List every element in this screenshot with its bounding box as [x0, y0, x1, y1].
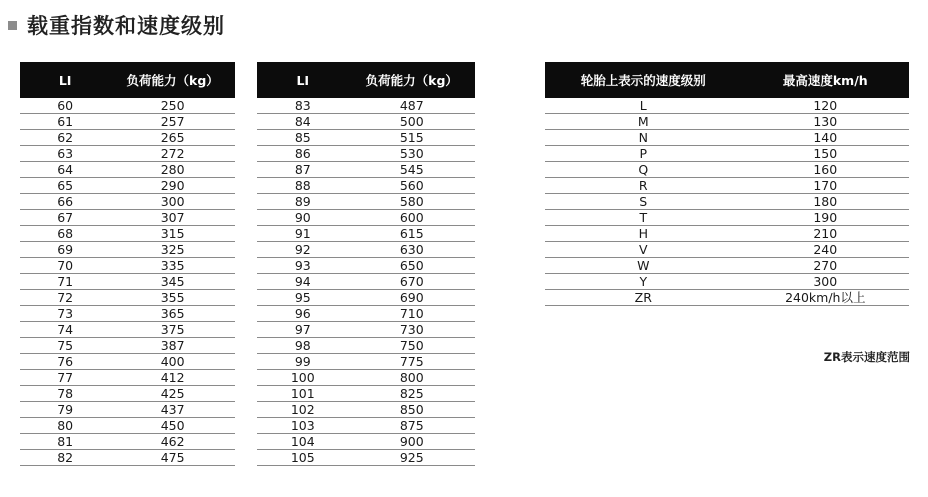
- table-cell: 825: [349, 386, 475, 402]
- table-cell: 475: [110, 450, 235, 466]
- table-cell: 710: [349, 306, 475, 322]
- table-row: [545, 210, 909, 226]
- table-row: [545, 146, 909, 162]
- table-row: [257, 178, 475, 194]
- table-cell: 257: [110, 114, 235, 130]
- table-cell: 265: [110, 130, 235, 146]
- table-row: [20, 210, 235, 226]
- table-cell: 90: [257, 210, 349, 226]
- table-cell: 95: [257, 290, 349, 306]
- table-cell: 69: [20, 242, 110, 258]
- table-cell: 84: [257, 114, 349, 130]
- table-cell: 615: [349, 226, 475, 242]
- table-cell: 515: [349, 130, 475, 146]
- table-row: [257, 242, 475, 258]
- table-cell: 325: [110, 242, 235, 258]
- table-row: [20, 306, 235, 322]
- table-cell: 101: [257, 386, 349, 402]
- table-row: [257, 434, 475, 450]
- table-row: [20, 322, 235, 338]
- table-cell: 85: [257, 130, 349, 146]
- table-cell: 120: [742, 98, 909, 114]
- table-cell: 71: [20, 274, 110, 290]
- table-row: [257, 258, 475, 274]
- table-cell: S: [545, 194, 742, 210]
- table-row: [257, 98, 475, 114]
- table-cell: 103: [257, 418, 349, 434]
- table-row: [545, 290, 909, 306]
- table-cell: L: [545, 98, 742, 114]
- table-cell: 290: [110, 178, 235, 194]
- table-row: [257, 386, 475, 402]
- table-cell: 98: [257, 338, 349, 354]
- table-cell: 190: [742, 210, 909, 226]
- table-cell: 180: [742, 194, 909, 210]
- table-cell: 462: [110, 434, 235, 450]
- table-cell: 400: [110, 354, 235, 370]
- table-cell: 100: [257, 370, 349, 386]
- table-row: [257, 274, 475, 290]
- table-row: [545, 114, 909, 130]
- table-cell: 775: [349, 354, 475, 370]
- table-cell: 425: [110, 386, 235, 402]
- table-cell: V: [545, 242, 742, 258]
- table-row: [20, 178, 235, 194]
- table-cell: 925: [349, 450, 475, 466]
- table-cell: T: [545, 210, 742, 226]
- table-row: [20, 338, 235, 354]
- table-cell: 450: [110, 418, 235, 434]
- table-cell: 170: [742, 178, 909, 194]
- table-cell: 280: [110, 162, 235, 178]
- table-row: [257, 210, 475, 226]
- table-cell: 140: [742, 130, 909, 146]
- table-cell: 62: [20, 130, 110, 146]
- table-cell: 345: [110, 274, 235, 290]
- table-cell: 240km/h以上: [742, 290, 909, 306]
- table-cell: 80: [20, 418, 110, 434]
- table-row: [20, 258, 235, 274]
- table-cell: 87: [257, 162, 349, 178]
- table-cell: M: [545, 114, 742, 130]
- table-cell: 850: [349, 402, 475, 418]
- table-cell: 387: [110, 338, 235, 354]
- table-cell: 530: [349, 146, 475, 162]
- table-row: [20, 370, 235, 386]
- table-cell: 93: [257, 258, 349, 274]
- table-cell: 500: [349, 114, 475, 130]
- column-header-max-speed: 最高速度km/h: [742, 62, 909, 98]
- table-cell: 210: [742, 226, 909, 242]
- table-cell: 82: [20, 450, 110, 466]
- title-bullet-icon: [8, 21, 17, 30]
- table-cell: 650: [349, 258, 475, 274]
- table-cell: 150: [742, 146, 909, 162]
- table-cell: 437: [110, 402, 235, 418]
- table-row: [20, 146, 235, 162]
- table-row: [257, 418, 475, 434]
- table-cell: 92: [257, 242, 349, 258]
- table-cell: 83: [257, 98, 349, 114]
- table-row: [20, 130, 235, 146]
- table-cell: 412: [110, 370, 235, 386]
- table-row: [257, 338, 475, 354]
- table-header-row: [545, 62, 909, 98]
- table-cell: R: [545, 178, 742, 194]
- table-row: [20, 274, 235, 290]
- table-row: [20, 114, 235, 130]
- table-cell: 580: [349, 194, 475, 210]
- table-cell: W: [545, 258, 742, 274]
- table-row: [545, 130, 909, 146]
- table-cell: 86: [257, 146, 349, 162]
- table-cell: 315: [110, 226, 235, 242]
- table-cell: 96: [257, 306, 349, 322]
- table-cell: 91: [257, 226, 349, 242]
- table-cell: 81: [20, 434, 110, 450]
- table-cell: 130: [742, 114, 909, 130]
- table-cell: 375: [110, 322, 235, 338]
- zr-note: ZR表示速度范围: [823, 350, 910, 364]
- table-cell: 270: [742, 258, 909, 274]
- table-cell: 65: [20, 178, 110, 194]
- table-cell: 88: [257, 178, 349, 194]
- table-cell: 160: [742, 162, 909, 178]
- table-cell: ZR: [545, 290, 742, 306]
- table-cell: 104: [257, 434, 349, 450]
- table-row: [257, 114, 475, 130]
- table-cell: 76: [20, 354, 110, 370]
- table-cell: 73: [20, 306, 110, 322]
- table-cell: Q: [545, 162, 742, 178]
- load-index-table-right: [257, 62, 475, 466]
- table-cell: 900: [349, 434, 475, 450]
- table-row: [545, 274, 909, 290]
- table-cell: 74: [20, 322, 110, 338]
- table-row: [545, 242, 909, 258]
- table-row: [257, 450, 475, 466]
- table-cell: 690: [349, 290, 475, 306]
- table-cell: 240: [742, 242, 909, 258]
- load-index-table-left: [20, 62, 235, 466]
- table-row: [545, 194, 909, 210]
- table-cell: 272: [110, 146, 235, 162]
- table-cell: 70: [20, 258, 110, 274]
- table-cell: 78: [20, 386, 110, 402]
- table-row: [257, 146, 475, 162]
- table-cell: 670: [349, 274, 475, 290]
- table-row: [20, 226, 235, 242]
- table-cell: 63: [20, 146, 110, 162]
- table-cell: 335: [110, 258, 235, 274]
- table-cell: 61: [20, 114, 110, 130]
- table-row: [20, 162, 235, 178]
- table-row: [257, 290, 475, 306]
- table-cell: 730: [349, 322, 475, 338]
- table-cell: Y: [545, 274, 742, 290]
- table-cell: 77: [20, 370, 110, 386]
- table-cell: 545: [349, 162, 475, 178]
- table-cell: 66: [20, 194, 110, 210]
- table-row: [20, 194, 235, 210]
- table-cell: 99: [257, 354, 349, 370]
- table-cell: 72: [20, 290, 110, 306]
- table-row: [20, 418, 235, 434]
- table-row: [20, 450, 235, 466]
- table-cell: 105: [257, 450, 349, 466]
- table-cell: 630: [349, 242, 475, 258]
- column-header-load-capacity: 负荷能力（kg）: [349, 62, 475, 98]
- table-cell: 750: [349, 338, 475, 354]
- table-row: [20, 98, 235, 114]
- table-cell: 68: [20, 226, 110, 242]
- column-header-li: LI: [20, 62, 110, 98]
- table-cell: 67: [20, 210, 110, 226]
- table-row: [257, 194, 475, 210]
- speed-rating-table: [545, 62, 909, 306]
- table-cell: 560: [349, 178, 475, 194]
- table-cell: 365: [110, 306, 235, 322]
- column-header-load-capacity: 负荷能力（kg）: [110, 62, 235, 98]
- table-cell: 307: [110, 210, 235, 226]
- table-row: [20, 386, 235, 402]
- table-row: [20, 402, 235, 418]
- table-cell: 250: [110, 98, 235, 114]
- table-row: [257, 130, 475, 146]
- table-row: [545, 258, 909, 274]
- table-cell: 102: [257, 402, 349, 418]
- table-cell: 60: [20, 98, 110, 114]
- column-header-speed-symbol: 轮胎上表示的速度级别: [545, 62, 742, 98]
- table-cell: 89: [257, 194, 349, 210]
- table-row: [20, 242, 235, 258]
- table-cell: 94: [257, 274, 349, 290]
- table-row: [257, 322, 475, 338]
- table-header-row: [20, 62, 235, 98]
- table-cell: 300: [110, 194, 235, 210]
- table-header-row: [257, 62, 475, 98]
- table-cell: 97: [257, 322, 349, 338]
- table-row: [20, 290, 235, 306]
- page-title: 载重指数和速度级别: [27, 14, 225, 38]
- table-row: [20, 354, 235, 370]
- table-row: [545, 162, 909, 178]
- table-cell: 64: [20, 162, 110, 178]
- table-row: [20, 434, 235, 450]
- table-cell: 355: [110, 290, 235, 306]
- table-cell: 875: [349, 418, 475, 434]
- table-row: [257, 354, 475, 370]
- table-row: [257, 162, 475, 178]
- table-row: [257, 370, 475, 386]
- table-row: [257, 306, 475, 322]
- table-cell: P: [545, 146, 742, 162]
- table-cell: 600: [349, 210, 475, 226]
- table-cell: 800: [349, 370, 475, 386]
- table-cell: 487: [349, 98, 475, 114]
- title-bar: [8, 10, 225, 40]
- table-row: [545, 98, 909, 114]
- table-row: [545, 178, 909, 194]
- table-row: [257, 226, 475, 242]
- table-cell: H: [545, 226, 742, 242]
- table-cell: 75: [20, 338, 110, 354]
- column-header-li: LI: [257, 62, 349, 98]
- table-row: [545, 226, 909, 242]
- table-cell: N: [545, 130, 742, 146]
- table-cell: 300: [742, 274, 909, 290]
- table-cell: 79: [20, 402, 110, 418]
- table-row: [257, 402, 475, 418]
